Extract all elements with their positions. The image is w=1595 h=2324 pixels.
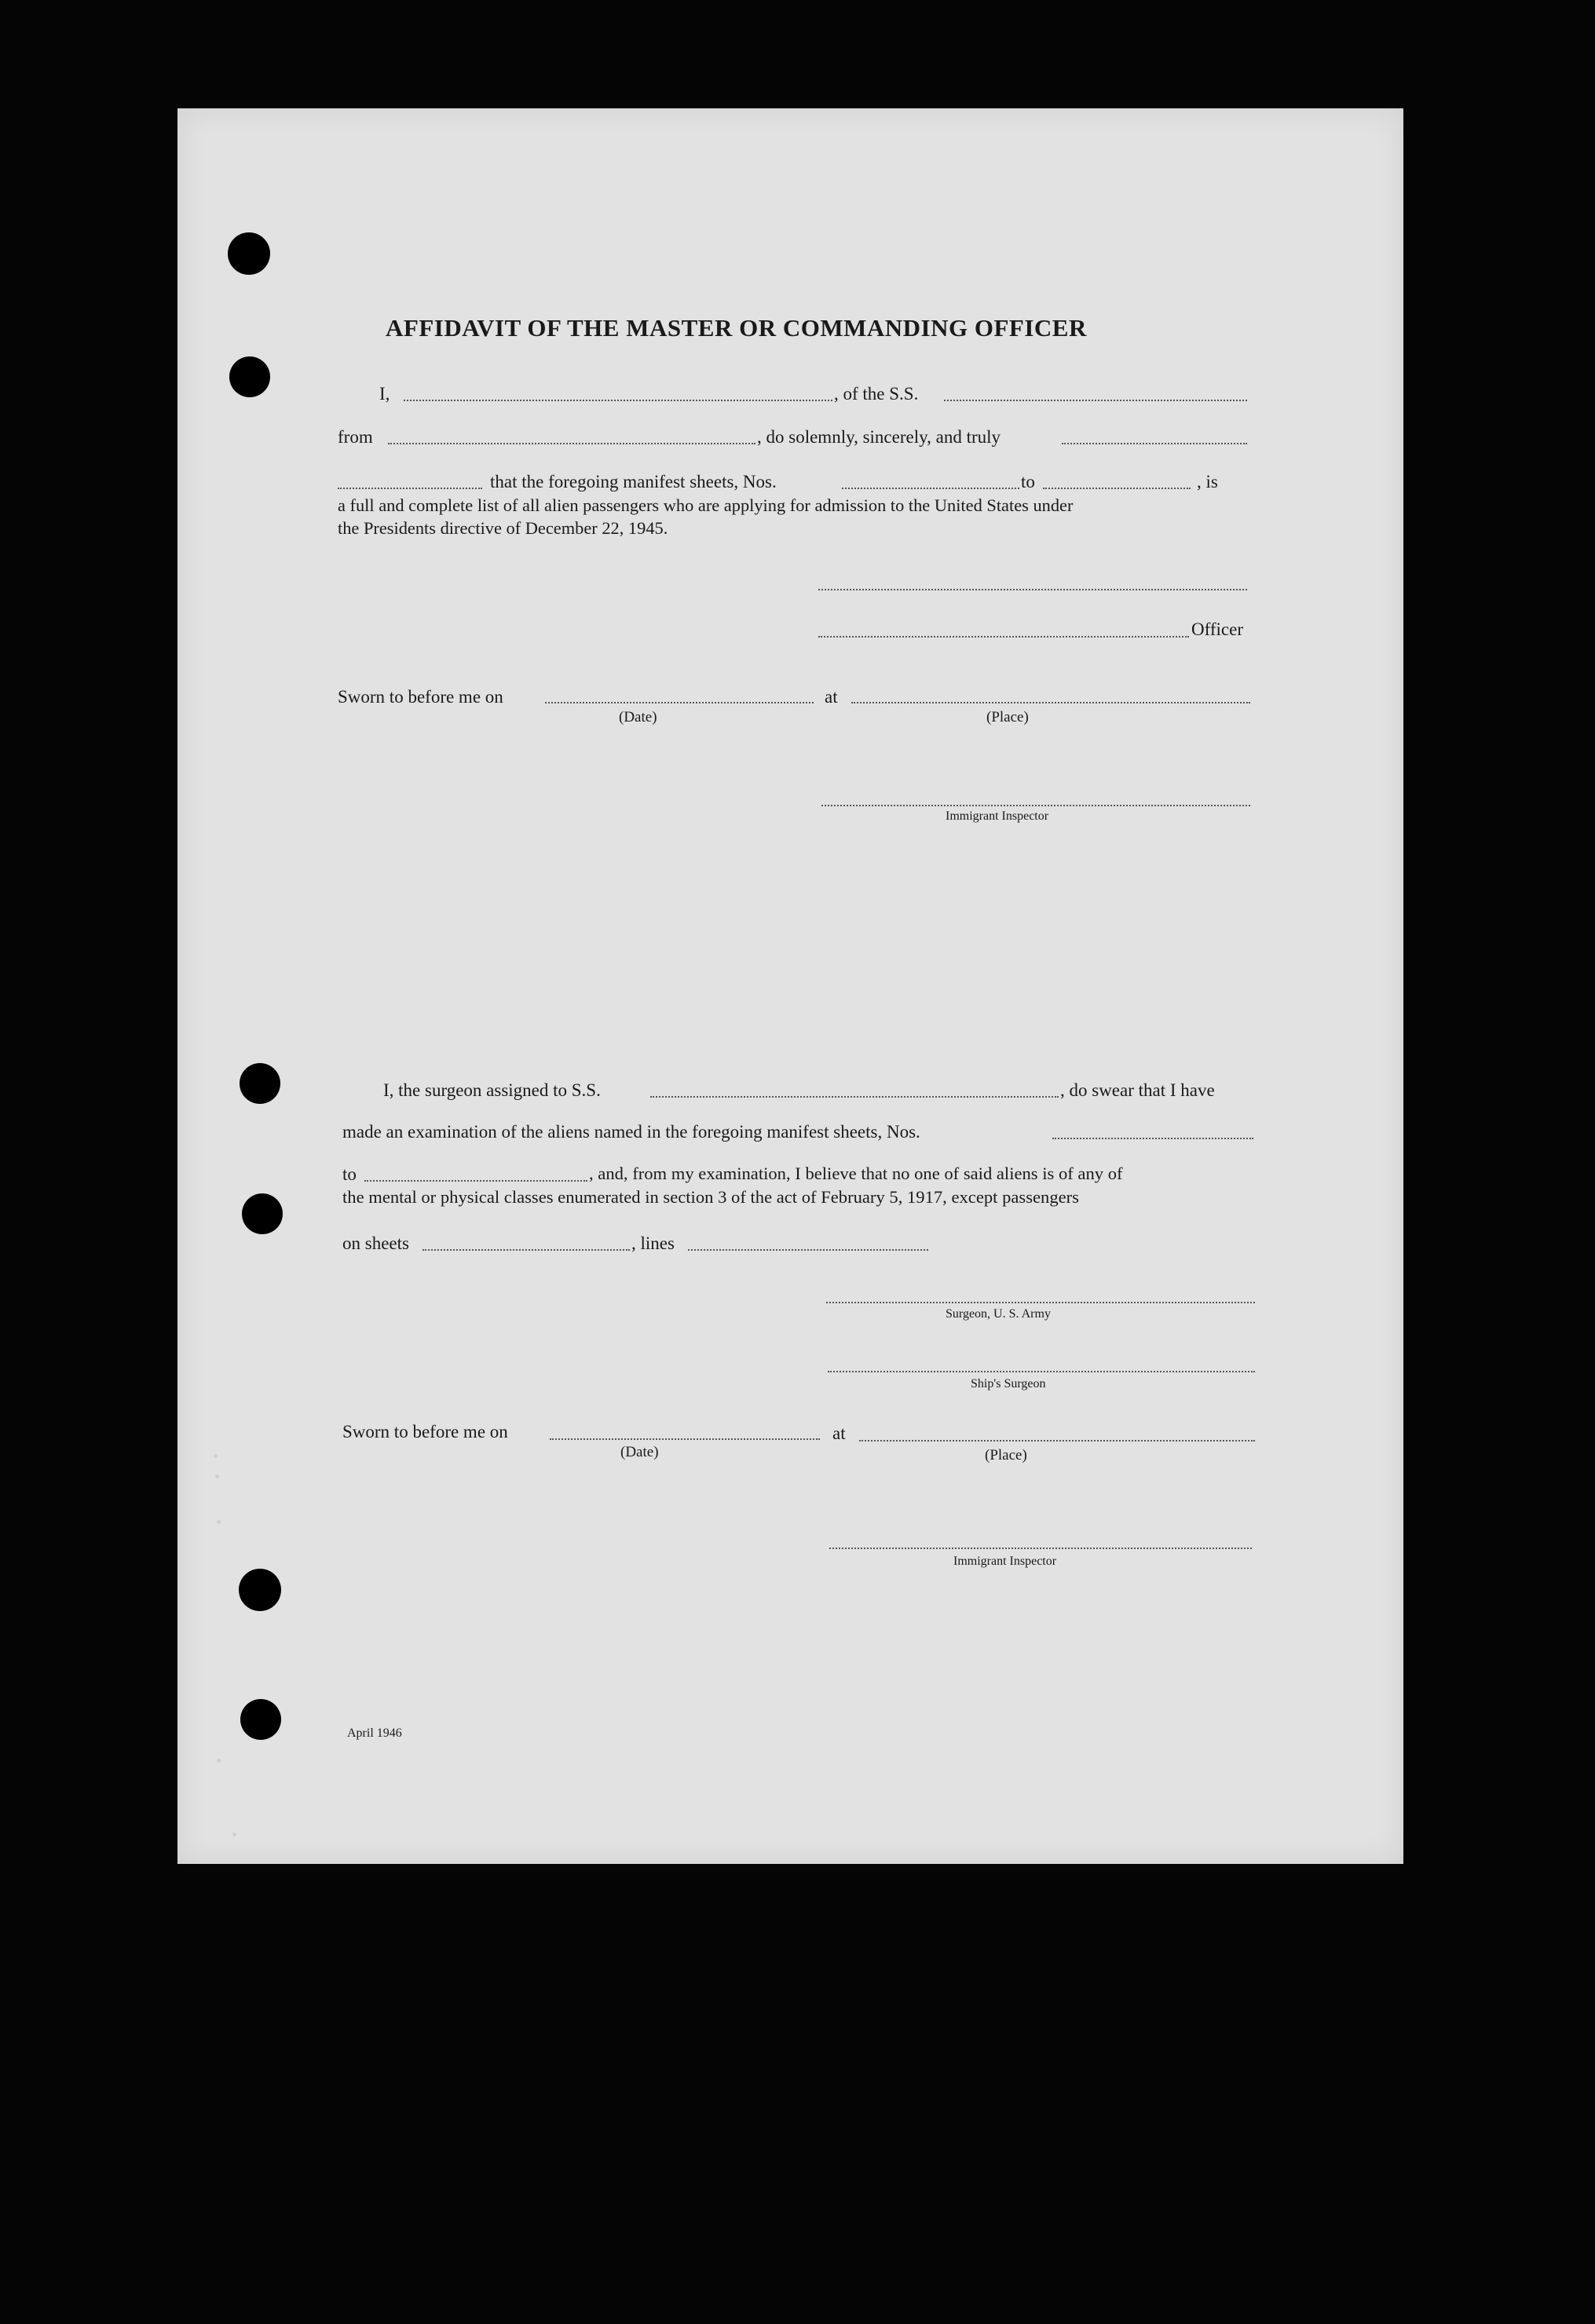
page-title: AFFIDAVIT OF THE MASTER OR COMMANDING OFFICER: [386, 314, 1087, 342]
inspector-label-2: Immigrant Inspector: [953, 1555, 1057, 1568]
army-surgeon-label: Surgeon, U. S. Army: [946, 1307, 1051, 1321]
ship-surgeon-signature-line[interactable]: [828, 1371, 1255, 1372]
date-caption-2: (Date): [620, 1444, 659, 1460]
punch-hole: [228, 232, 270, 275]
punch-hole: [242, 1193, 283, 1234]
sworn-date-field-1[interactable]: [545, 702, 814, 703]
dust-speck: [217, 1520, 221, 1524]
form-date: April 1946: [347, 1727, 402, 1740]
surgeon-line5-mid: , lines: [631, 1233, 675, 1253]
oath-verb-field[interactable]: [1062, 443, 1247, 444]
ship-surgeon-label: Ship's Surgeon: [971, 1377, 1046, 1390]
inspector-signature-line-1[interactable]: [821, 805, 1250, 806]
master-name-field[interactable]: [404, 400, 832, 401]
sheets-to-field[interactable]: [1043, 488, 1191, 489]
master-line1-mid: , of the S.S.: [834, 384, 919, 404]
master-line1-prefix: I,: [379, 384, 390, 404]
dust-speck: [217, 1759, 221, 1763]
surgeon-line5-prefix: on sheets: [342, 1233, 409, 1253]
sworn-date-field-2[interactable]: [550, 1438, 820, 1440]
surgeon-sheets-to-field[interactable]: [364, 1180, 587, 1182]
sworn-label-2: Sworn to before me on: [342, 1422, 508, 1442]
surgeon-line1-suffix: , do swear that I have: [1060, 1080, 1215, 1100]
surgeon-line1-prefix: I, the surgeon assigned to S.S.: [383, 1080, 601, 1100]
at-label-1: at: [825, 687, 838, 707]
surgeon-sheets-from-field[interactable]: [1052, 1138, 1253, 1139]
inspector-label-1: Immigrant Inspector: [946, 809, 1049, 823]
punch-hole: [240, 1063, 280, 1104]
dust-speck: [215, 1474, 219, 1478]
master-line3-c: , is: [1197, 472, 1218, 491]
surgeon-line2: made an examination of the aliens named in the foregoing manifest sheets, Nos.: [342, 1122, 920, 1142]
at-label-2: at: [832, 1423, 846, 1443]
surgeon-ship-field[interactable]: [650, 1096, 1059, 1098]
punch-hole: [240, 1699, 281, 1740]
sworn-place-field-2[interactable]: [859, 1440, 1255, 1442]
master-line2-prefix: from: [338, 427, 373, 447]
date-caption-1: (Date): [619, 709, 657, 725]
master-line3-a: that the foregoing manifest sheets, Nos.: [490, 472, 777, 491]
surgeon-line4: the mental or physical classes enumerated in section 3 of the act of February 5, 1917, except passengers: [342, 1187, 1079, 1207]
oath-verb-field-2[interactable]: [338, 488, 482, 489]
master-line4: a full and complete list of all alien passengers who are applying for admission to the United States under: [338, 495, 1074, 515]
sworn-place-field-1[interactable]: [851, 702, 1250, 703]
surgeon-line3-suffix: , and, from my examination, I believe that no one of said aliens is of any of: [589, 1164, 1123, 1183]
master-line2-mid: , do solemnly, sincerely, and truly: [757, 427, 1001, 447]
officer-signature-line[interactable]: [818, 636, 1189, 638]
inspector-signature-line-2[interactable]: [829, 1548, 1252, 1549]
place-caption-1: (Place): [986, 709, 1029, 725]
army-surgeon-signature-line[interactable]: [826, 1302, 1255, 1303]
place-caption-2: (Place): [985, 1447, 1027, 1463]
ship-name-field[interactable]: [944, 400, 1247, 401]
sheets-from-field[interactable]: [842, 488, 1019, 489]
port-from-field[interactable]: [388, 443, 755, 444]
dust-speck: [232, 1833, 236, 1836]
sworn-label-1: Sworn to before me on: [338, 687, 503, 707]
master-line5: the Presidents directive of December 22, 1945.: [338, 518, 668, 538]
master-line3-b: to: [1021, 472, 1035, 491]
master-signature-line[interactable]: [818, 589, 1247, 590]
dust-speck: [214, 1454, 218, 1458]
punch-hole: [239, 1569, 281, 1611]
punch-hole: [229, 356, 270, 397]
document-page: [177, 108, 1403, 1864]
officer-label: Officer: [1191, 619, 1243, 639]
surgeon-line3-prefix: to: [342, 1164, 357, 1184]
except-sheets-field[interactable]: [423, 1249, 630, 1251]
except-lines-field[interactable]: [688, 1249, 928, 1251]
